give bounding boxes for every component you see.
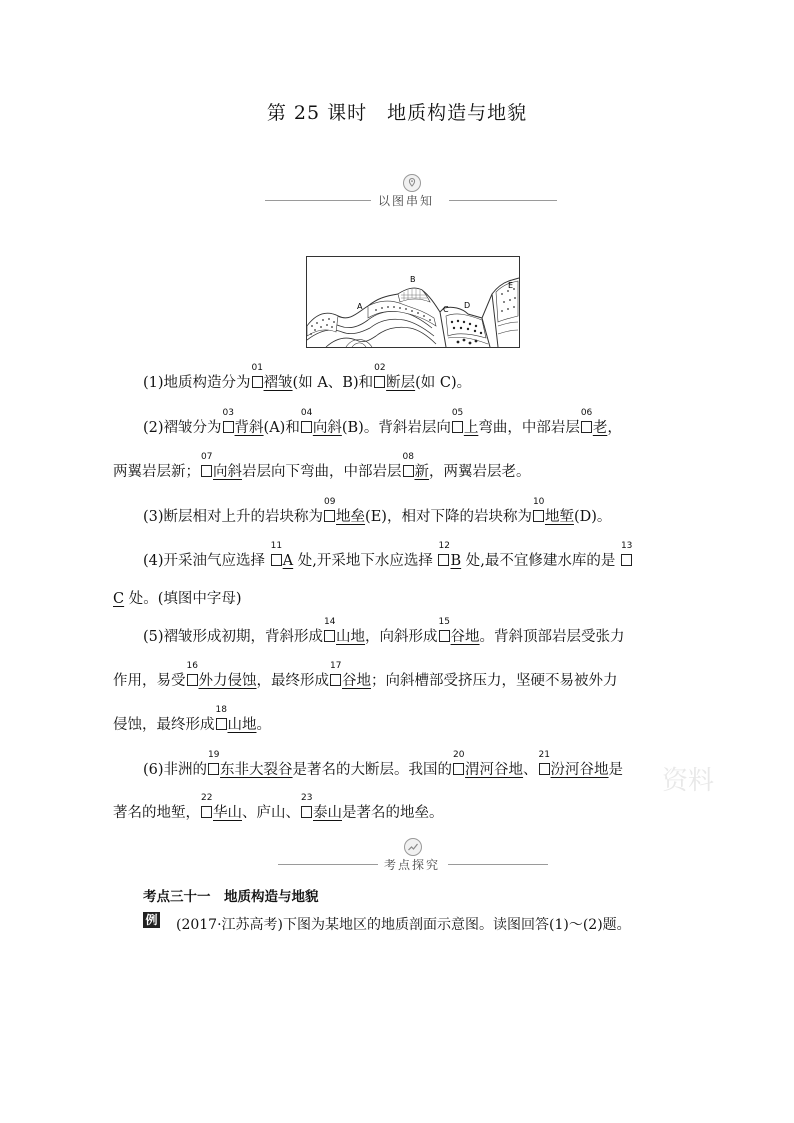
diagram-label-d: D xyxy=(464,301,471,310)
paragraph-2: (2)褶皱分为 03 背斜(A)和 04 向斜(B)。背斜岩层向 05 上弯曲，中部岩层 06 老， xyxy=(143,408,622,436)
location-pin-icon xyxy=(403,174,421,192)
answer-box: 05 xyxy=(452,421,463,433)
answer-box: 07 xyxy=(201,465,212,477)
geologic-cross-section-diagram xyxy=(306,256,520,348)
answer-box: 16 xyxy=(187,674,198,686)
paragraph-2-cont: 两翼岩层新； 07 向斜岩层向下弯曲，中部岩层 08 新，两翼岩层老。 xyxy=(113,452,531,480)
section-header-explore xyxy=(0,852,794,876)
answer-box: 15 xyxy=(439,630,450,642)
diagram-label-b: B xyxy=(410,275,416,284)
answer-box: 09 xyxy=(324,510,335,522)
answer-box: 12 xyxy=(438,554,449,566)
answer-box: 11 xyxy=(271,554,282,566)
answer-box: 14 xyxy=(324,630,335,642)
trend-icon xyxy=(404,838,422,856)
answer-box: 10 xyxy=(533,510,544,522)
answer-box: 13 xyxy=(621,554,632,566)
paragraph-4-cont: C 处。(填图中字母) xyxy=(113,591,242,607)
diagram-label-e: E xyxy=(508,281,514,290)
answer-box: 17 xyxy=(330,674,341,686)
paragraph-5-cont: 作用，易受 16 外力侵蚀，最终形成 17 谷地；向斜槽部受挤压力，坚硬不易被外力 xyxy=(113,661,618,689)
section-title: 以图串知 xyxy=(378,194,435,208)
paragraph-4: (4)开采油气应选择 11 A 处,开采地下水应选择 12 B 处,最不宜修建水库的是 13 xyxy=(143,541,633,569)
paragraph-1: (1)地质构造分为 01 褶皱(如 A、B)和 02 断层(如 C)。 xyxy=(143,363,472,391)
paragraph-5: (5)褶皱形成初期，背斜形成 14 山地，向斜形成 15 谷地。背斜顶部岩层受张力 xyxy=(143,617,625,645)
example-badge: 例 xyxy=(143,912,160,928)
answer-box: 08 xyxy=(403,465,414,477)
answer-box: 04 xyxy=(301,421,312,433)
answer-box: 02 xyxy=(374,376,385,388)
diagram-label-c: C xyxy=(443,305,449,314)
answer-box: 23 xyxy=(301,806,312,818)
answer-box: 21 xyxy=(539,763,550,775)
watermark: 资料 xyxy=(662,766,715,796)
answer-box: 01 xyxy=(252,376,263,388)
topic-heading: 考点三十一 地质构造与地貌 xyxy=(143,889,319,905)
section-title: 考点探究 xyxy=(384,858,441,872)
answer-box: 03 xyxy=(223,421,234,433)
answer-box: 06 xyxy=(581,421,592,433)
page-title: 第 25 课时 地质构造与地貌 xyxy=(266,102,528,124)
diagram-label-a: A xyxy=(357,302,363,311)
paragraph-3: (3)断层相对上升的岩块称为 09 地垒(E)，相对下降的岩块称为 10 地堑(D)。 xyxy=(143,497,612,525)
paragraph-6: (6)非洲的 19 东非大裂谷是著名的大断层。我国的 20 渭河谷地、 21 汾河谷地是 xyxy=(143,750,624,778)
paragraph-5-cont2: 侵蚀，最终形成 18 山地。 xyxy=(113,705,271,733)
section-header-map xyxy=(0,188,794,212)
answer-box: 22 xyxy=(201,806,212,818)
paragraph-6-cont: 著名的地堑， 22 华山、庐山、 23 泰山是著名的地垒。 xyxy=(113,793,444,821)
answer-box: 18 xyxy=(216,718,227,730)
example-text: (2017·江苏高考)下图为某地区的地质剖面示意图。读图回答(1)～(2)题。 xyxy=(176,917,631,933)
answer-box: 20 xyxy=(453,763,464,775)
answer-box: 19 xyxy=(208,763,219,775)
